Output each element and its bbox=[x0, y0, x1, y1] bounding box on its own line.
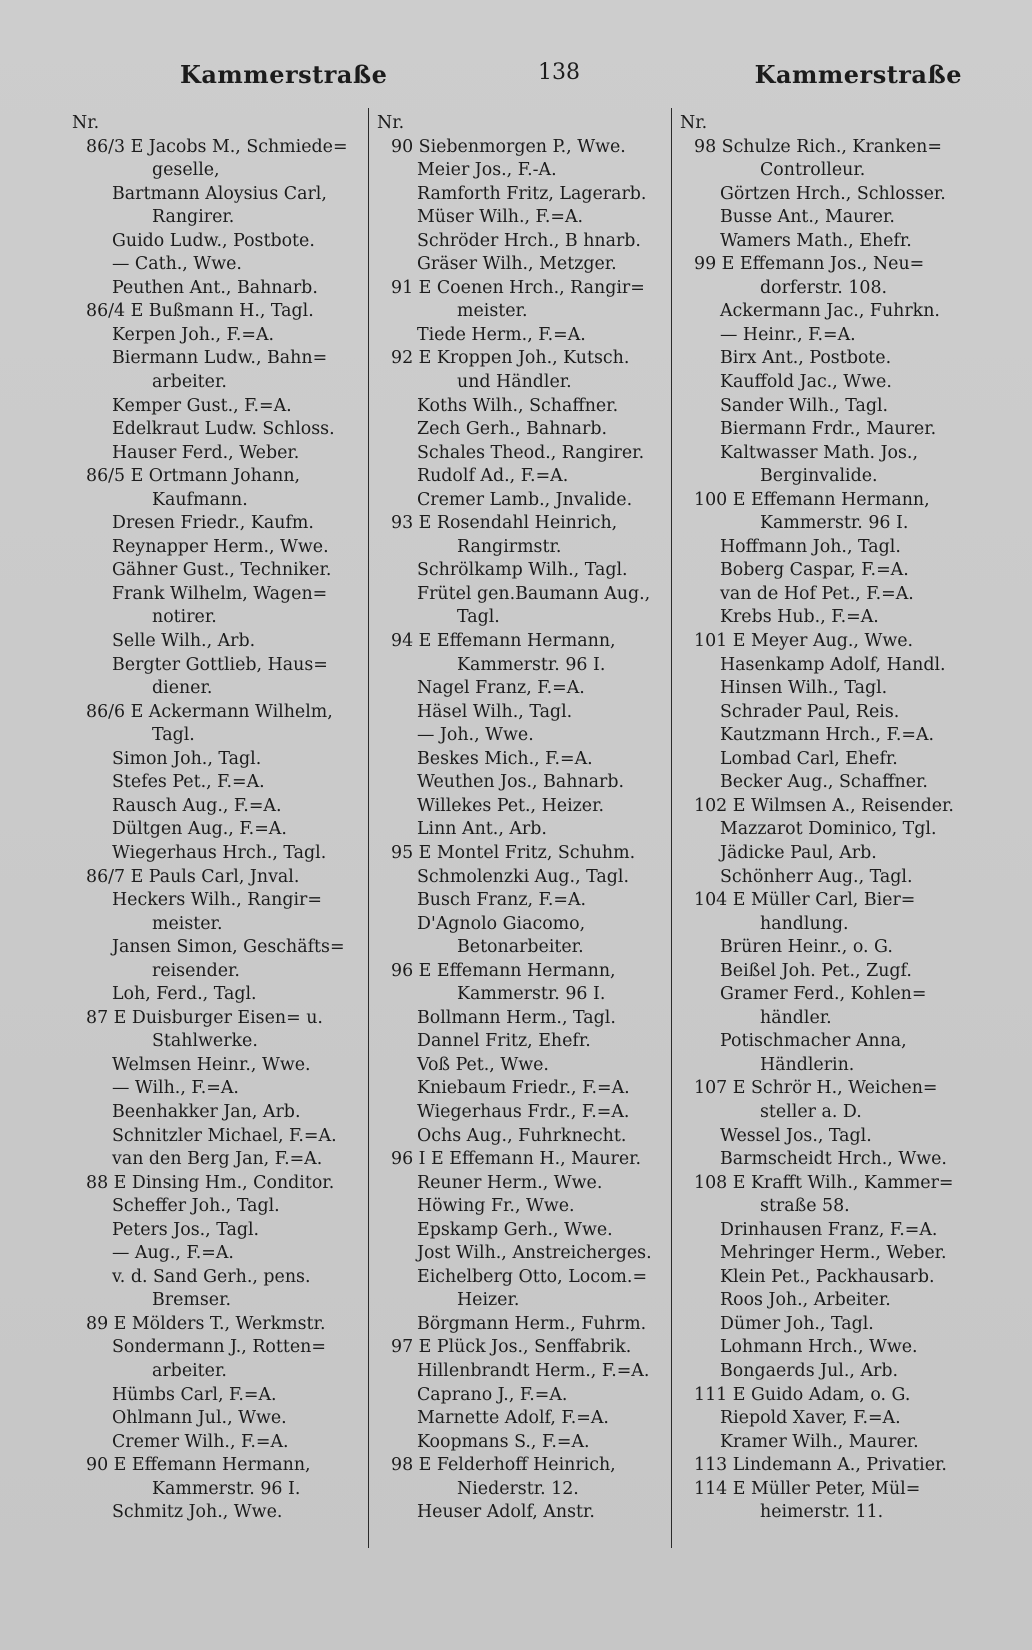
resident-entry: Niederstr. 12. bbox=[457, 1478, 579, 1499]
resident-entry: Hoffmann Joh., Tagl. bbox=[720, 536, 901, 557]
resident-entry: Edelkraut Ludw. Schloss. bbox=[112, 419, 335, 440]
resident-entry: gesellе, bbox=[152, 160, 220, 181]
resident-entry: Mazzarot Dominico, Tgl. bbox=[720, 819, 937, 840]
resident-entry: Mehringer Herm., Weber. bbox=[720, 1243, 947, 1264]
resident-entry: heimerstr. 11. bbox=[760, 1502, 884, 1523]
resident-entry: Kniebaum Friedr., F.=A. bbox=[417, 1078, 630, 1099]
resident-entry: Rangirmstr. bbox=[457, 536, 562, 557]
resident-entry: Gähner Gust., Techniker. bbox=[112, 560, 332, 581]
house-number-entry: 96 E Effemann Hermann, bbox=[391, 960, 616, 981]
house-number-entry: 96 I E Effemann H., Maurer. bbox=[391, 1149, 642, 1170]
resident-entry: Händlerin. bbox=[760, 1054, 855, 1075]
resident-entry: — Wilh., F.=A. bbox=[112, 1078, 239, 1099]
resident-entry: Bongaerds Jul., Arb. bbox=[720, 1360, 898, 1381]
resident-entry: diener. bbox=[152, 678, 213, 699]
resident-entry: dorferstr. 108. bbox=[760, 277, 888, 298]
resident-entry: Bollmann Herm., Tagl. bbox=[417, 1007, 616, 1028]
resident-entry: Bartmann Aloysius Carl, bbox=[112, 183, 327, 204]
resident-entry: Jost Wilh., Anstreicherges. bbox=[417, 1243, 652, 1264]
resident-entry: Heuser Adolf, Anstr. bbox=[417, 1502, 595, 1523]
house-number-entry: 92 E Kroppen Joh., Kutsch. bbox=[391, 348, 630, 369]
house-number-entry: 95 E Montel Fritz, Schuhm. bbox=[391, 842, 636, 863]
resident-entry: Welmsen Heinr., Wwe. bbox=[112, 1054, 311, 1075]
resident-entry: Heckers Wilh., Rangir= bbox=[112, 890, 322, 911]
resident-entry: D'Agnolo Giacomo, bbox=[417, 913, 586, 934]
column-heading: Nr. bbox=[377, 113, 405, 133]
resident-entry: Brüren Heinr., o. G. bbox=[720, 937, 893, 958]
resident-entry: van de Hof Pet., F.=A. bbox=[720, 583, 914, 604]
house-number-entry: 90 E Effemann Hermann, bbox=[86, 1455, 311, 1476]
house-number-entry: 108 E Krafft Wilh., Kammer= bbox=[694, 1172, 954, 1193]
house-number-entry: 91 E Coenen Hrch., Rangir= bbox=[391, 277, 645, 298]
resident-entry: Scheffer Joh., Tagl. bbox=[112, 1196, 280, 1217]
resident-entry: Dannel Fritz, Ehefr. bbox=[417, 1031, 591, 1052]
house-number-entry: 90 Siebenmorgen P., Wwe. bbox=[391, 136, 626, 157]
resident-entry: — Joh., Wwe. bbox=[417, 725, 534, 746]
house-number-entry: 107 E Schrör H., Weichen= bbox=[694, 1078, 938, 1099]
resident-entry: Schales Theod., Rangirer. bbox=[417, 442, 645, 463]
resident-entry: straße 58. bbox=[760, 1196, 850, 1217]
resident-entry: Peuthen Ant., Bahnarb. bbox=[112, 277, 318, 298]
resident-entry: Koths Wilh., Schaffner. bbox=[417, 395, 619, 416]
resident-entry: Schmitz Joh., Wwe. bbox=[112, 1502, 283, 1523]
resident-entry: Weuthen Jos., Bahnarb. bbox=[417, 772, 624, 793]
resident-entry: Potischmacher Anna, bbox=[720, 1031, 907, 1052]
house-number-entry: 111 E Guido Adam, o. G. bbox=[694, 1384, 911, 1405]
resident-entry: Loh, Ferd., Tagl. bbox=[112, 984, 257, 1005]
resident-entry: reisender. bbox=[152, 960, 240, 981]
resident-entry: Busch Franz, F.=A. bbox=[417, 890, 587, 911]
column-3 bbox=[680, 112, 980, 1525]
resident-entry: Reuner Herm., Wwe. bbox=[417, 1172, 603, 1193]
resident-entry: Wamers Math., Ehefr. bbox=[720, 230, 912, 251]
house-number-entry: 86/5 E Ortmann Johann, bbox=[86, 466, 301, 487]
resident-entry: Gramer Ferd., Kohlen= bbox=[720, 984, 927, 1005]
resident-entry: Sondermann J., Rotten= bbox=[112, 1337, 326, 1358]
resident-entry: meister. bbox=[152, 913, 223, 934]
house-number-entry: 86/6 E Ackermann Wilhelm, bbox=[86, 701, 333, 722]
resident-entry: Reynapper Herm., Wwe. bbox=[112, 536, 329, 557]
resident-entry: Ohlmann Jul., Wwe. bbox=[112, 1408, 287, 1429]
resident-entry: Görtzen Hrch., Schlosser. bbox=[720, 183, 946, 204]
house-number-entry: 101 E Meyer Aug., Wwe. bbox=[694, 631, 914, 652]
resident-entry: Koopmans S., F.=A. bbox=[417, 1431, 590, 1452]
resident-entry: Börgmann Herm., Fuhrm. bbox=[417, 1313, 647, 1334]
resident-entry: Hümbs Carl, F.=A. bbox=[112, 1384, 277, 1405]
house-number-entry: 104 E Müller Carl, Bier= bbox=[694, 890, 916, 911]
running-head bbox=[60, 56, 992, 96]
resident-entry: Wiegerhaus Frdr., F.=A. bbox=[417, 1101, 630, 1122]
resident-entry: Rudolf Ad., F.=A. bbox=[417, 466, 569, 487]
house-number-entry: 86/7 E Pauls Carl, Jnval. bbox=[86, 866, 300, 887]
resident-entry: Biermann Ludw., Bahn= bbox=[112, 348, 328, 369]
resident-entry: Linn Ant., Arb. bbox=[417, 819, 547, 840]
resident-entry: Hauser Ferd., Weber. bbox=[112, 442, 300, 463]
resident-entry: Ochs Aug., Fuhrknecht. bbox=[417, 1125, 627, 1146]
resident-entry: Dültgen Aug., F.=A. bbox=[112, 819, 287, 840]
resident-entry: Frütel gen.Baumann Aug., bbox=[417, 583, 651, 604]
resident-entry: Controlleur. bbox=[760, 160, 866, 181]
running-head-right: Kammerstraße bbox=[754, 60, 962, 89]
house-number-entry: 93 E Rosendahl Heinrich, bbox=[391, 513, 618, 534]
resident-entry: Stahlwerke. bbox=[152, 1031, 258, 1052]
resident-entry: Eichelberg Otto, Locom.= bbox=[417, 1266, 648, 1287]
resident-entry: — Cath., Wwe. bbox=[112, 254, 242, 275]
house-number-entry: 87 E Duisburger Eisen= u. bbox=[86, 1007, 323, 1028]
resident-entry: Epskamp Gerh., Wwe. bbox=[417, 1219, 613, 1240]
resident-entry: Schröder Hrch., B hnarb. bbox=[417, 230, 641, 251]
resident-entry: Rangirer. bbox=[152, 207, 235, 228]
resident-entry: Riepold Xaver, F.=A. bbox=[720, 1408, 901, 1429]
column-1 bbox=[72, 112, 372, 1525]
resident-entry: Wiegerhaus Hrch., Tagl. bbox=[112, 842, 327, 863]
resident-entry: — Aug., F.=A. bbox=[112, 1243, 234, 1264]
house-number-entry: 88 E Dinsing Hm., Conditor. bbox=[86, 1172, 335, 1193]
resident-entry: Wessel Jos., Tagl. bbox=[720, 1125, 872, 1146]
resident-entry: Heizer. bbox=[457, 1290, 520, 1311]
resident-entry: Hillenbrandt Herm., F.=A. bbox=[417, 1360, 650, 1381]
resident-entry: Busse Ant., Maurer. bbox=[720, 207, 895, 228]
resident-entry: Jädicke Paul, Arb. bbox=[720, 842, 877, 863]
resident-entry: arbeiter. bbox=[152, 372, 227, 393]
resident-entry: Marnette Adolf, F.=A. bbox=[417, 1408, 609, 1429]
resident-entry: Barmscheidt Hrch., Wwe. bbox=[720, 1149, 947, 1170]
resident-entry: Roos Joh., Arbeiter. bbox=[720, 1290, 891, 1311]
resident-entry: Dümer Joh., Tagl. bbox=[720, 1313, 874, 1334]
house-number-entry: 113 Lindemann A., Privatier. bbox=[694, 1455, 947, 1476]
resident-entry: v. d. Sand Gerh., pens. bbox=[112, 1266, 311, 1287]
resident-entry: Schmolenzki Aug., Tagl. bbox=[417, 866, 629, 887]
column-heading: Nr. bbox=[680, 113, 708, 133]
resident-entry: Drinhausen Franz, F.=A. bbox=[720, 1219, 938, 1240]
resident-entry: Cremer Lamb., Jnvalide. bbox=[417, 489, 633, 510]
resident-entry: Nagel Franz, F.=A. bbox=[417, 678, 585, 699]
resident-entry: Lombad Carl, Ehefr. bbox=[720, 748, 898, 769]
resident-entry: Lohmann Hrch., Wwe. bbox=[720, 1337, 918, 1358]
resident-entry: van den Berg Jan, F.=A. bbox=[112, 1149, 323, 1170]
resident-entry: Tagl. bbox=[457, 607, 500, 628]
resident-entry: Meier Jos., F.-A. bbox=[417, 160, 557, 181]
resident-entry: Schrader Paul, Reis. bbox=[720, 701, 900, 722]
resident-entry: händler. bbox=[760, 1007, 832, 1028]
resident-entry: Tagl. bbox=[152, 725, 195, 746]
resident-entry: Höwing Fr., Wwe. bbox=[417, 1196, 575, 1217]
resident-entry: Stefes Pet., F.=A. bbox=[112, 772, 265, 793]
house-number-entry: 100 E Effemann Hermann, bbox=[694, 489, 930, 510]
resident-entry: Kammerstr. 96 I. bbox=[457, 654, 606, 675]
resident-entry: — Heinr., F.=A. bbox=[720, 324, 856, 345]
resident-entry: Guido Ludw., Postbote. bbox=[112, 230, 315, 251]
resident-entry: Rausch Aug., F.=A. bbox=[112, 795, 282, 816]
house-number-entry: 94 E Effemann Hermann, bbox=[391, 631, 616, 652]
resident-entry: Cremer Wilh., F.=A. bbox=[112, 1431, 289, 1452]
resident-entry: Kammerstr. 96 I. bbox=[457, 984, 606, 1005]
resident-entry: Kammerstr. 96 I. bbox=[152, 1478, 301, 1499]
resident-entry: Simon Joh., Tagl. bbox=[112, 748, 262, 769]
resident-entry: Voß Pet., Wwe. bbox=[417, 1054, 549, 1075]
column-2 bbox=[377, 112, 677, 1525]
resident-entry: Selle Wilh., Arb. bbox=[112, 631, 256, 652]
resident-entry: Klein Pet., Packhausarb. bbox=[720, 1266, 935, 1287]
resident-entry: Kaltwasser Math. Jos., bbox=[720, 442, 918, 463]
resident-entry: Becker Aug., Schaffner. bbox=[720, 772, 928, 793]
house-number-entry: 102 E Wilmsen A., Reisender. bbox=[694, 795, 954, 816]
house-number-entry: 99 E Effemann Jos., Neu= bbox=[694, 254, 925, 275]
resident-entry: Beißel Joh. Pet., Zugf. bbox=[720, 960, 912, 981]
house-number-entry: 98 E Felderhoff Heinrich, bbox=[391, 1455, 616, 1476]
resident-entry: Kammerstr. 96 I. bbox=[760, 513, 909, 534]
resident-entry: steller a. D. bbox=[760, 1101, 862, 1122]
resident-entry: Frank Wilhelm, Wagen= bbox=[112, 583, 328, 604]
resident-entry: Krebs Hub., F.=A. bbox=[720, 607, 879, 628]
resident-entry: Kerpen Joh., F.=A. bbox=[112, 324, 275, 345]
resident-entry: Birx Ant., Postbote. bbox=[720, 348, 892, 369]
resident-entry: Hinsen Wilh., Tagl. bbox=[720, 678, 888, 699]
resident-entry: Betonarbeiter. bbox=[457, 937, 584, 958]
resident-entry: Gräser Wilh., Metzger. bbox=[417, 254, 617, 275]
resident-entry: meister. bbox=[457, 301, 528, 322]
resident-entry: Ramforth Fritz, Lagerarb. bbox=[417, 183, 647, 204]
resident-entry: Müser Wilh., F.=A. bbox=[417, 207, 584, 228]
resident-entry: Biermann Frdr., Maurer. bbox=[720, 419, 937, 440]
house-number-entry: 86/4 E Bußmann H., Tagl. bbox=[86, 301, 314, 322]
resident-entry: Bergter Gottlieb, Haus= bbox=[112, 654, 328, 675]
resident-entry: Beenhakker Jan, Arb. bbox=[112, 1101, 301, 1122]
resident-entry: Schnitzler Michael, F.=A. bbox=[112, 1125, 337, 1146]
resident-entry: Willekes Pet., Heizer. bbox=[417, 795, 605, 816]
resident-entry: Schönherr Aug., Tagl. bbox=[720, 866, 913, 887]
resident-entry: Kaufmann. bbox=[152, 489, 248, 510]
resident-entry: Hasenkamp Adolf, Handl. bbox=[720, 654, 946, 675]
resident-entry: Zech Gerh., Bahnarb. bbox=[417, 419, 608, 440]
resident-entry: Kramer Wilh., Maurer. bbox=[720, 1431, 919, 1452]
resident-entry: Dresen Friedr., Kaufm. bbox=[112, 513, 314, 534]
resident-entry: Caprano J., F.=A. bbox=[417, 1384, 568, 1405]
resident-entry: Sander Wilh., Tagl. bbox=[720, 395, 889, 416]
house-number-entry: 114 E Müller Peter, Mül= bbox=[694, 1478, 921, 1499]
resident-entry: notirer. bbox=[152, 607, 217, 628]
resident-entry: Tiede Herm., F.=A. bbox=[417, 324, 586, 345]
resident-entry: Kautzmann Hrch., F.=A. bbox=[720, 725, 935, 746]
house-number-entry: 97 E Plück Jos., Senffabrik. bbox=[391, 1337, 632, 1358]
resident-entry: arbeiter. bbox=[152, 1360, 227, 1381]
resident-entry: Kemper Gust., F.=A. bbox=[112, 395, 292, 416]
resident-entry: Kauffold Jac., Wwe. bbox=[720, 372, 892, 393]
resident-entry: Boberg Caspar, F.=A. bbox=[720, 560, 909, 581]
resident-entry: Schrölkamp Wilh., Tagl. bbox=[417, 560, 628, 581]
resident-entry: Beskes Mich., F.=A. bbox=[417, 748, 593, 769]
resident-entry: Peters Jos., Tagl. bbox=[112, 1219, 260, 1240]
resident-entry: Berginvalide. bbox=[760, 466, 878, 487]
house-number-entry: 98 Schulze Rich., Kranken= bbox=[694, 136, 942, 157]
column-heading: Nr. bbox=[72, 113, 100, 133]
resident-entry: handlung. bbox=[760, 913, 849, 934]
resident-entry: Jansen Simon, Geschäfts= bbox=[112, 937, 345, 958]
house-number-entry: 89 E Mölders T., Werkmstr. bbox=[86, 1313, 326, 1334]
resident-entry: Bremser. bbox=[152, 1290, 232, 1311]
house-number-entry: 86/3 E Jacobs M., Schmiede= bbox=[86, 136, 348, 157]
running-head-left: Kammerstraße bbox=[180, 60, 388, 89]
resident-entry: Ackermann Jac., Fuhrkn. bbox=[720, 301, 940, 322]
resident-entry: Häsel Wilh., Tagl. bbox=[417, 701, 573, 722]
resident-entry: und Händler. bbox=[457, 372, 572, 393]
page-number: 138 bbox=[538, 60, 580, 85]
